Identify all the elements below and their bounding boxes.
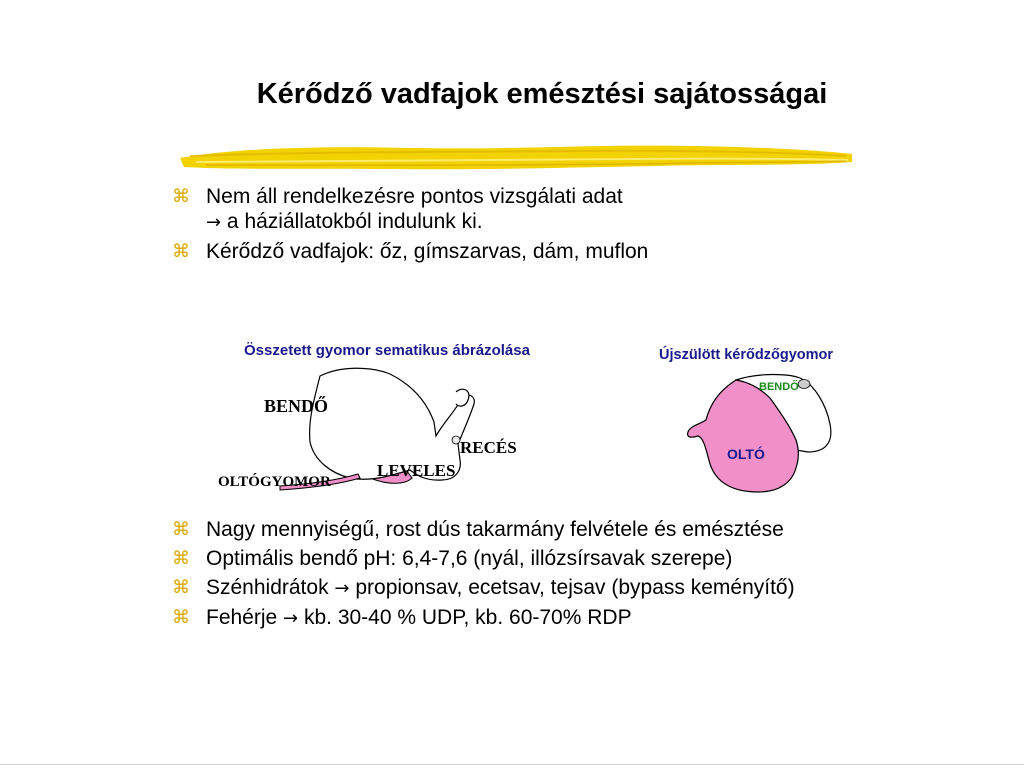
bullet-text: Nagy mennyiségű, rost dús takarmány felvétele és emésztése [206,518,784,541]
label-bendo: BENDŐ [264,396,329,416]
bullet-item [172,184,648,235]
bullet-text: Optimális bendő pH: 6,4-7,6 (nyál, illózsírsavak szerepe) [206,547,733,570]
bullet-text: Kérődző vadfajok: őz, gímszarvas, dám, muflon [206,240,649,263]
bullet-text: Fehérje [206,606,284,629]
bullet-text: Nem áll rendelkezésre pontos vizsgálati adat [206,185,623,208]
arrow-icon: → [283,608,299,629]
label-olto: OLTÓ [727,446,765,462]
z-bullet-icon: ⌘ [172,241,190,262]
bullet-item [172,605,795,631]
slide-bottom-divider [0,764,1024,765]
label-leveles: LEVELES [377,461,456,480]
bullet-item [172,575,795,601]
bullet-text-continued: a háziállatokból indulunk ki. [221,210,483,233]
bullet-text: Szénhidrátok [206,576,335,599]
bullet-item [172,517,795,542]
z-bullet-icon: ⌘ [172,519,190,540]
z-bullet-icon: ⌘ [172,607,190,628]
bullet-text-continued: kb. 30-40 % UDP, kb. 60-70% RDP [298,606,632,629]
arrow-icon: → [334,578,350,599]
label-bendo-small: BENDŐ [759,381,799,393]
top-bullet-list [172,184,648,268]
z-bullet-icon: ⌘ [172,186,190,207]
label-oltogyomor: OLTÓGYOMOR [218,474,331,490]
left-figure-caption: Összetett gyomor sematikus ábrázolása [244,342,530,359]
label-reces: RECÉS [460,438,517,457]
z-bullet-icon: ⌘ [172,577,190,598]
bullet-text-continued: propionsav, ecetsav, tejsav (bypass keményítő) [349,576,795,599]
slide-title: Kérődző vadfajok emésztési sajátosságai [256,78,828,110]
bullet-item [172,239,648,264]
yellow-brush-underline [176,140,856,176]
bottom-bullet-list [172,517,795,635]
arrow-icon: → [206,212,222,233]
bullet-item [172,546,795,571]
right-figure-caption: Újszülött kérődzőgyomor [659,347,834,363]
z-bullet-icon: ⌘ [172,548,190,569]
